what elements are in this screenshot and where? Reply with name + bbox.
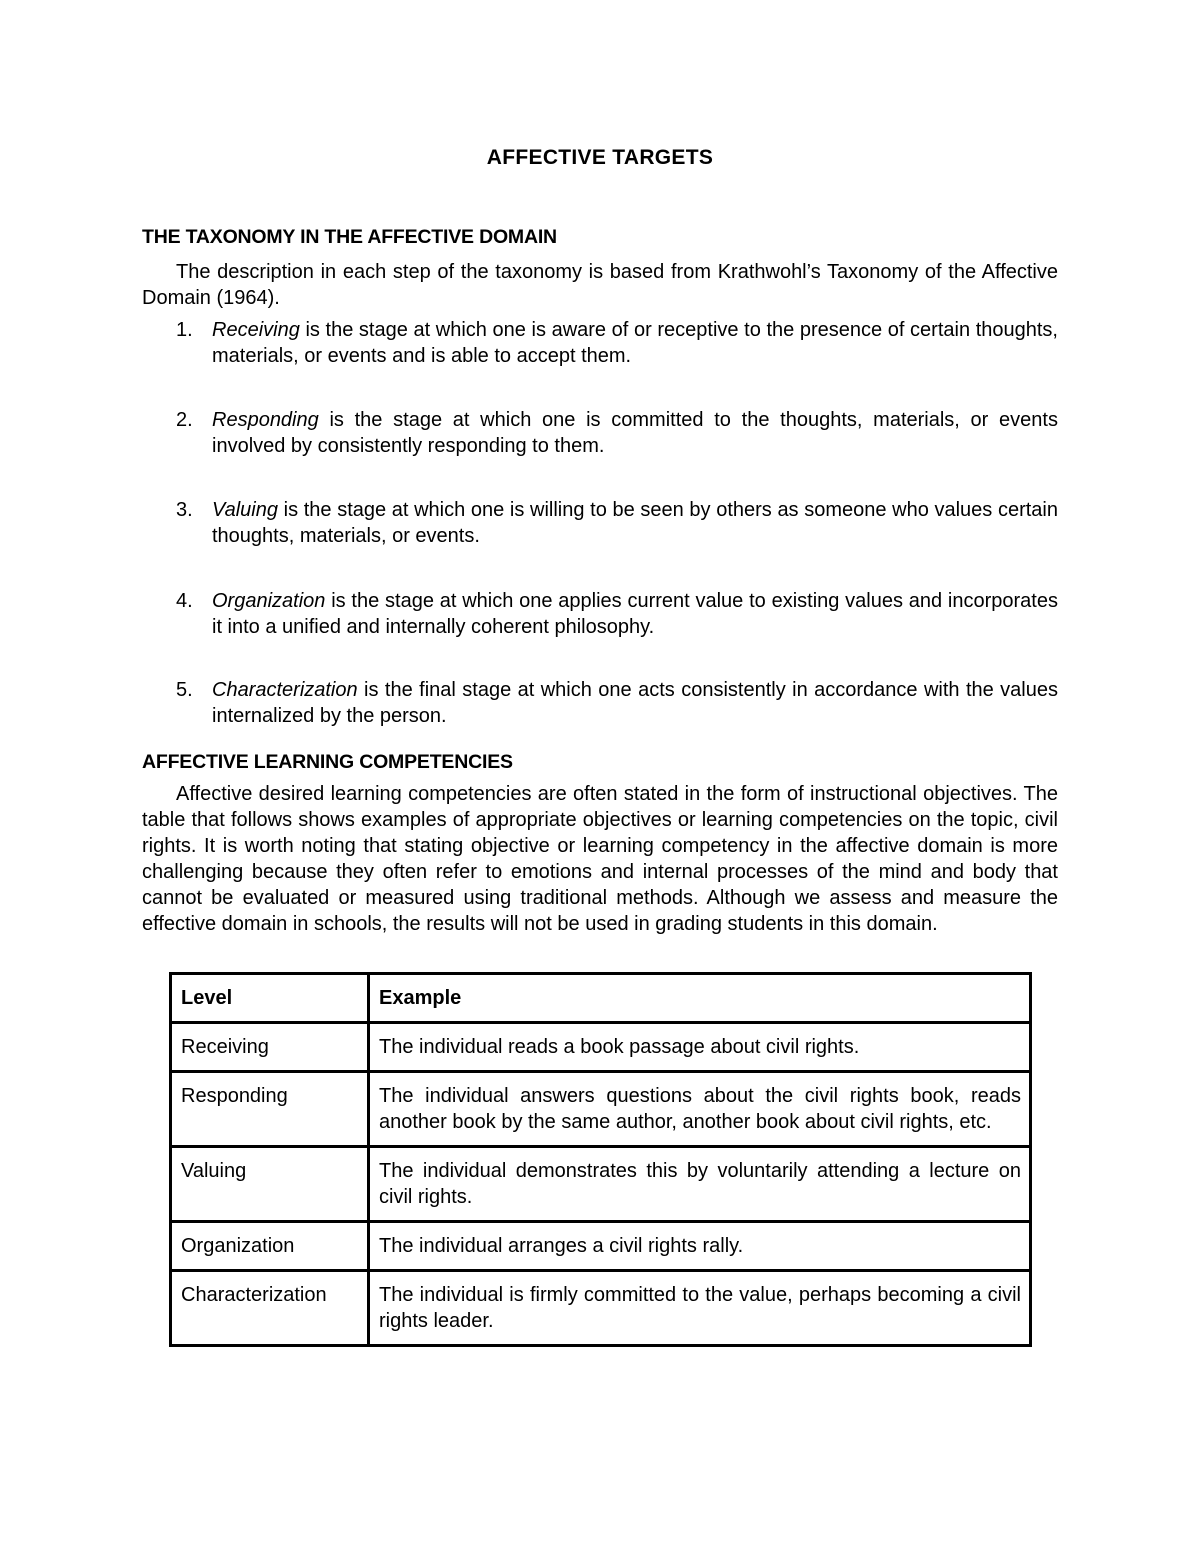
taxonomy-list-item (142, 317, 1058, 369)
table-cell-level: Characterization (171, 1271, 369, 1346)
list-item-term: Receiving (212, 319, 300, 341)
list-item-text: is the stage at which one is willing to be seen by others as someone who values certain thoughts, materials, or events. (212, 499, 1058, 547)
taxonomy-intro-paragraph: The description in each step of the taxonomy is based from Krathwohl’s Taxonomy of the Affective Domain (1964). (142, 261, 1058, 309)
taxonomy-list-item (142, 407, 1058, 459)
list-item-text: is the stage at which one applies current value to existing values and incorporates it into a unified and internally coherent philosophy. (212, 590, 1058, 638)
table-cell-example: The individual answers questions about the civil rights book, reads another book by the same author, another book about civil rights, etc. (369, 1072, 1031, 1147)
table-cell-example: The individual is firmly committed to the value, perhaps becoming a civil rights leader. (369, 1271, 1031, 1346)
list-item-number: 5. (176, 679, 193, 701)
table-header-row (171, 974, 1031, 1023)
table-row (171, 1023, 1031, 1072)
list-item-number: 1. (176, 319, 193, 341)
section-heading-taxonomy: THE TAXONOMY IN THE AFFECTIVE DOMAIN (142, 226, 557, 248)
table-row (171, 1072, 1031, 1147)
table-row (171, 1222, 1031, 1271)
list-item-number: 4. (176, 590, 193, 612)
table-cell-level: Receiving (171, 1023, 369, 1072)
table-header-example: Example (369, 974, 1031, 1023)
table-cell-level: Valuing (171, 1147, 369, 1222)
list-item-text: is the stage at which one is aware of or receptive to the presence of certain thoughts, materials, or events and is able to accept them. (212, 319, 1058, 367)
taxonomy-list-item (142, 497, 1058, 549)
table-row (171, 1147, 1031, 1222)
table-cell-example: The individual arranges a civil rights rally. (369, 1222, 1031, 1271)
list-item-number: 3. (176, 499, 193, 521)
table-cell-example: The individual reads a book passage about civil rights. (369, 1023, 1031, 1072)
list-item-text: is the final stage at which one acts consistently in accordance with the values internalized by the person. (212, 679, 1058, 727)
table-cell-level: Organization (171, 1222, 369, 1271)
list-item-term: Organization (212, 590, 326, 612)
competencies-paragraph: Affective desired learning competencies are often stated in the form of instructional objectives. The table that follows shows examples of appropriate objectives or learning competencies on the topic, civil rights. It is worth noting that stating objective or learning competency in the affective domain is more challenging because they often refer to emotions and internal processes of the mind and body that cannot be evaluated or measured using traditional methods. Although we assess and measure the effective domain in schools, the results will not be used in grading students in this domain. (142, 783, 1058, 935)
table-cell-level: Responding (171, 1072, 369, 1147)
list-item-term: Responding (212, 409, 319, 431)
table-header-level: Level (171, 974, 369, 1023)
affective-levels-table (169, 972, 1032, 1347)
table-cell-example: The individual demonstrates this by voluntarily attending a lecture on civil rights. (369, 1147, 1031, 1222)
page-title: AFFECTIVE TARGETS (486, 146, 714, 169)
list-item-term: Characterization (212, 679, 358, 701)
list-item-term: Valuing (212, 499, 278, 521)
taxonomy-list-item (142, 677, 1058, 729)
list-item-text: is the stage at which one is committed to the thoughts, materials, or events involved by consistently responding to them. (212, 409, 1058, 457)
list-item-number: 2. (176, 409, 193, 431)
section-heading-competencies: AFFECTIVE LEARNING COMPETENCIES (142, 751, 513, 773)
table-row (171, 1271, 1031, 1346)
taxonomy-list-item (142, 588, 1058, 640)
